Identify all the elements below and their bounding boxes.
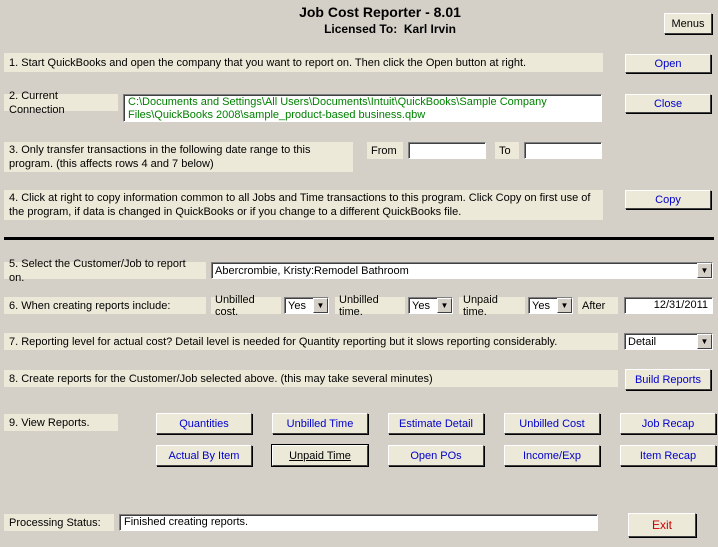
item-recap-button[interactable]: Item Recap	[620, 445, 716, 466]
step7-instruction: 7. Reporting level for actual cost? Detail level is needed for Quantity reporting but it slows reporting considerably.	[4, 333, 618, 350]
customer-job-value: Abercrombie, Kristy:Remodel Bathroom	[215, 264, 409, 277]
actual-by-item-button[interactable]: Actual By Item	[156, 445, 252, 466]
build-reports-button[interactable]: Build Reports	[625, 369, 711, 390]
unbilled-time-select[interactable]	[408, 297, 453, 314]
connection-path-field[interactable]: C:\Documents and Settings\All Users\Documents\Intuit\QuickBooks\Sample Company Files\QuickBooks 2008\sample_product-based business.qbw	[123, 94, 602, 122]
step3-instruction: 3. Only transfer transactions in the following date range to this program. (this affects rows 4 and 7 below)	[4, 142, 353, 172]
step1-instruction: 1. Start QuickBooks and open the company that you want to report on. Then click the Open button at right.	[4, 53, 603, 72]
unbilled-cost-button[interactable]: Unbilled Cost	[504, 413, 600, 434]
to-label: To	[495, 142, 519, 159]
to-date-input[interactable]	[524, 142, 602, 159]
customer-job-select[interactable]	[211, 262, 713, 279]
unbilled-time-button[interactable]: Unbilled Time	[272, 413, 368, 434]
step2-label: 2. Current Connection	[4, 94, 118, 111]
open-pos-button[interactable]: Open POs	[388, 445, 484, 466]
step4-instruction: 4. Click at right to copy information common to all Jobs and Time transactions to this program. Click Copy on first use of the program, if data is changed in QuickBooks or if you change to a different QuickBooks file.	[4, 190, 603, 220]
from-date-input[interactable]	[408, 142, 486, 159]
unpaid-time-value: Yes	[532, 299, 550, 312]
app-title: Job Cost Reporter - 8.01	[299, 4, 461, 20]
step8-instruction: 8. Create reports for the Customer/Job selected above. (this may take several minutes)	[4, 370, 618, 387]
dropdown-arrow-icon[interactable]: ▼	[557, 298, 572, 313]
after-date-input[interactable]: 12/31/2011	[624, 297, 713, 314]
open-button[interactable]: Open	[625, 54, 711, 73]
dropdown-arrow-icon[interactable]: ▼	[437, 298, 452, 313]
quantities-button[interactable]: Quantities	[156, 413, 252, 434]
unpaid-time-label: Unpaid time.	[459, 297, 525, 314]
copy-button[interactable]: Copy	[625, 190, 711, 209]
step5-label: 5. Select the Customer/Job to report on.	[4, 262, 206, 279]
close-button[interactable]: Close	[625, 94, 711, 113]
unbilled-cost-value: Yes	[288, 299, 306, 312]
reporting-level-select[interactable]	[624, 333, 713, 350]
unpaid-time-button[interactable]	[272, 445, 368, 466]
exit-button[interactable]: Exit	[628, 513, 696, 537]
income-exp-button[interactable]: Income/Exp	[504, 445, 600, 466]
section-divider	[4, 237, 714, 240]
licensed-label: Licensed To:	[324, 22, 398, 36]
unbilled-time-label: Unbilled time.	[335, 297, 405, 314]
step9-label: 9. View Reports.	[4, 414, 118, 431]
dropdown-arrow-icon[interactable]: ▼	[697, 263, 712, 278]
status-field: Finished creating reports.	[119, 514, 598, 531]
job-recap-button[interactable]: Job Recap	[620, 413, 716, 434]
estimate-detail-button[interactable]: Estimate Detail	[388, 413, 484, 434]
reporting-level-value: Detail	[628, 335, 657, 348]
unbilled-cost-label: Unbilled cost.	[211, 297, 281, 314]
unbilled-time-value: Yes	[412, 299, 430, 312]
licensed-name: Karl Irvin	[403, 22, 456, 36]
unpaid-time-button-label: Unpaid Time	[289, 449, 351, 462]
license-line	[290, 22, 490, 36]
status-label: Processing Status:	[4, 514, 114, 531]
step6-label: 6. When creating reports include:	[4, 297, 206, 314]
from-label: From	[367, 142, 403, 159]
unpaid-time-select[interactable]	[528, 297, 573, 314]
unbilled-cost-select[interactable]	[284, 297, 329, 314]
after-label: After	[578, 297, 618, 314]
dropdown-arrow-icon[interactable]: ▼	[697, 334, 712, 349]
menus-button[interactable]: Menus	[664, 13, 712, 34]
dropdown-arrow-icon[interactable]: ▼	[313, 298, 328, 313]
